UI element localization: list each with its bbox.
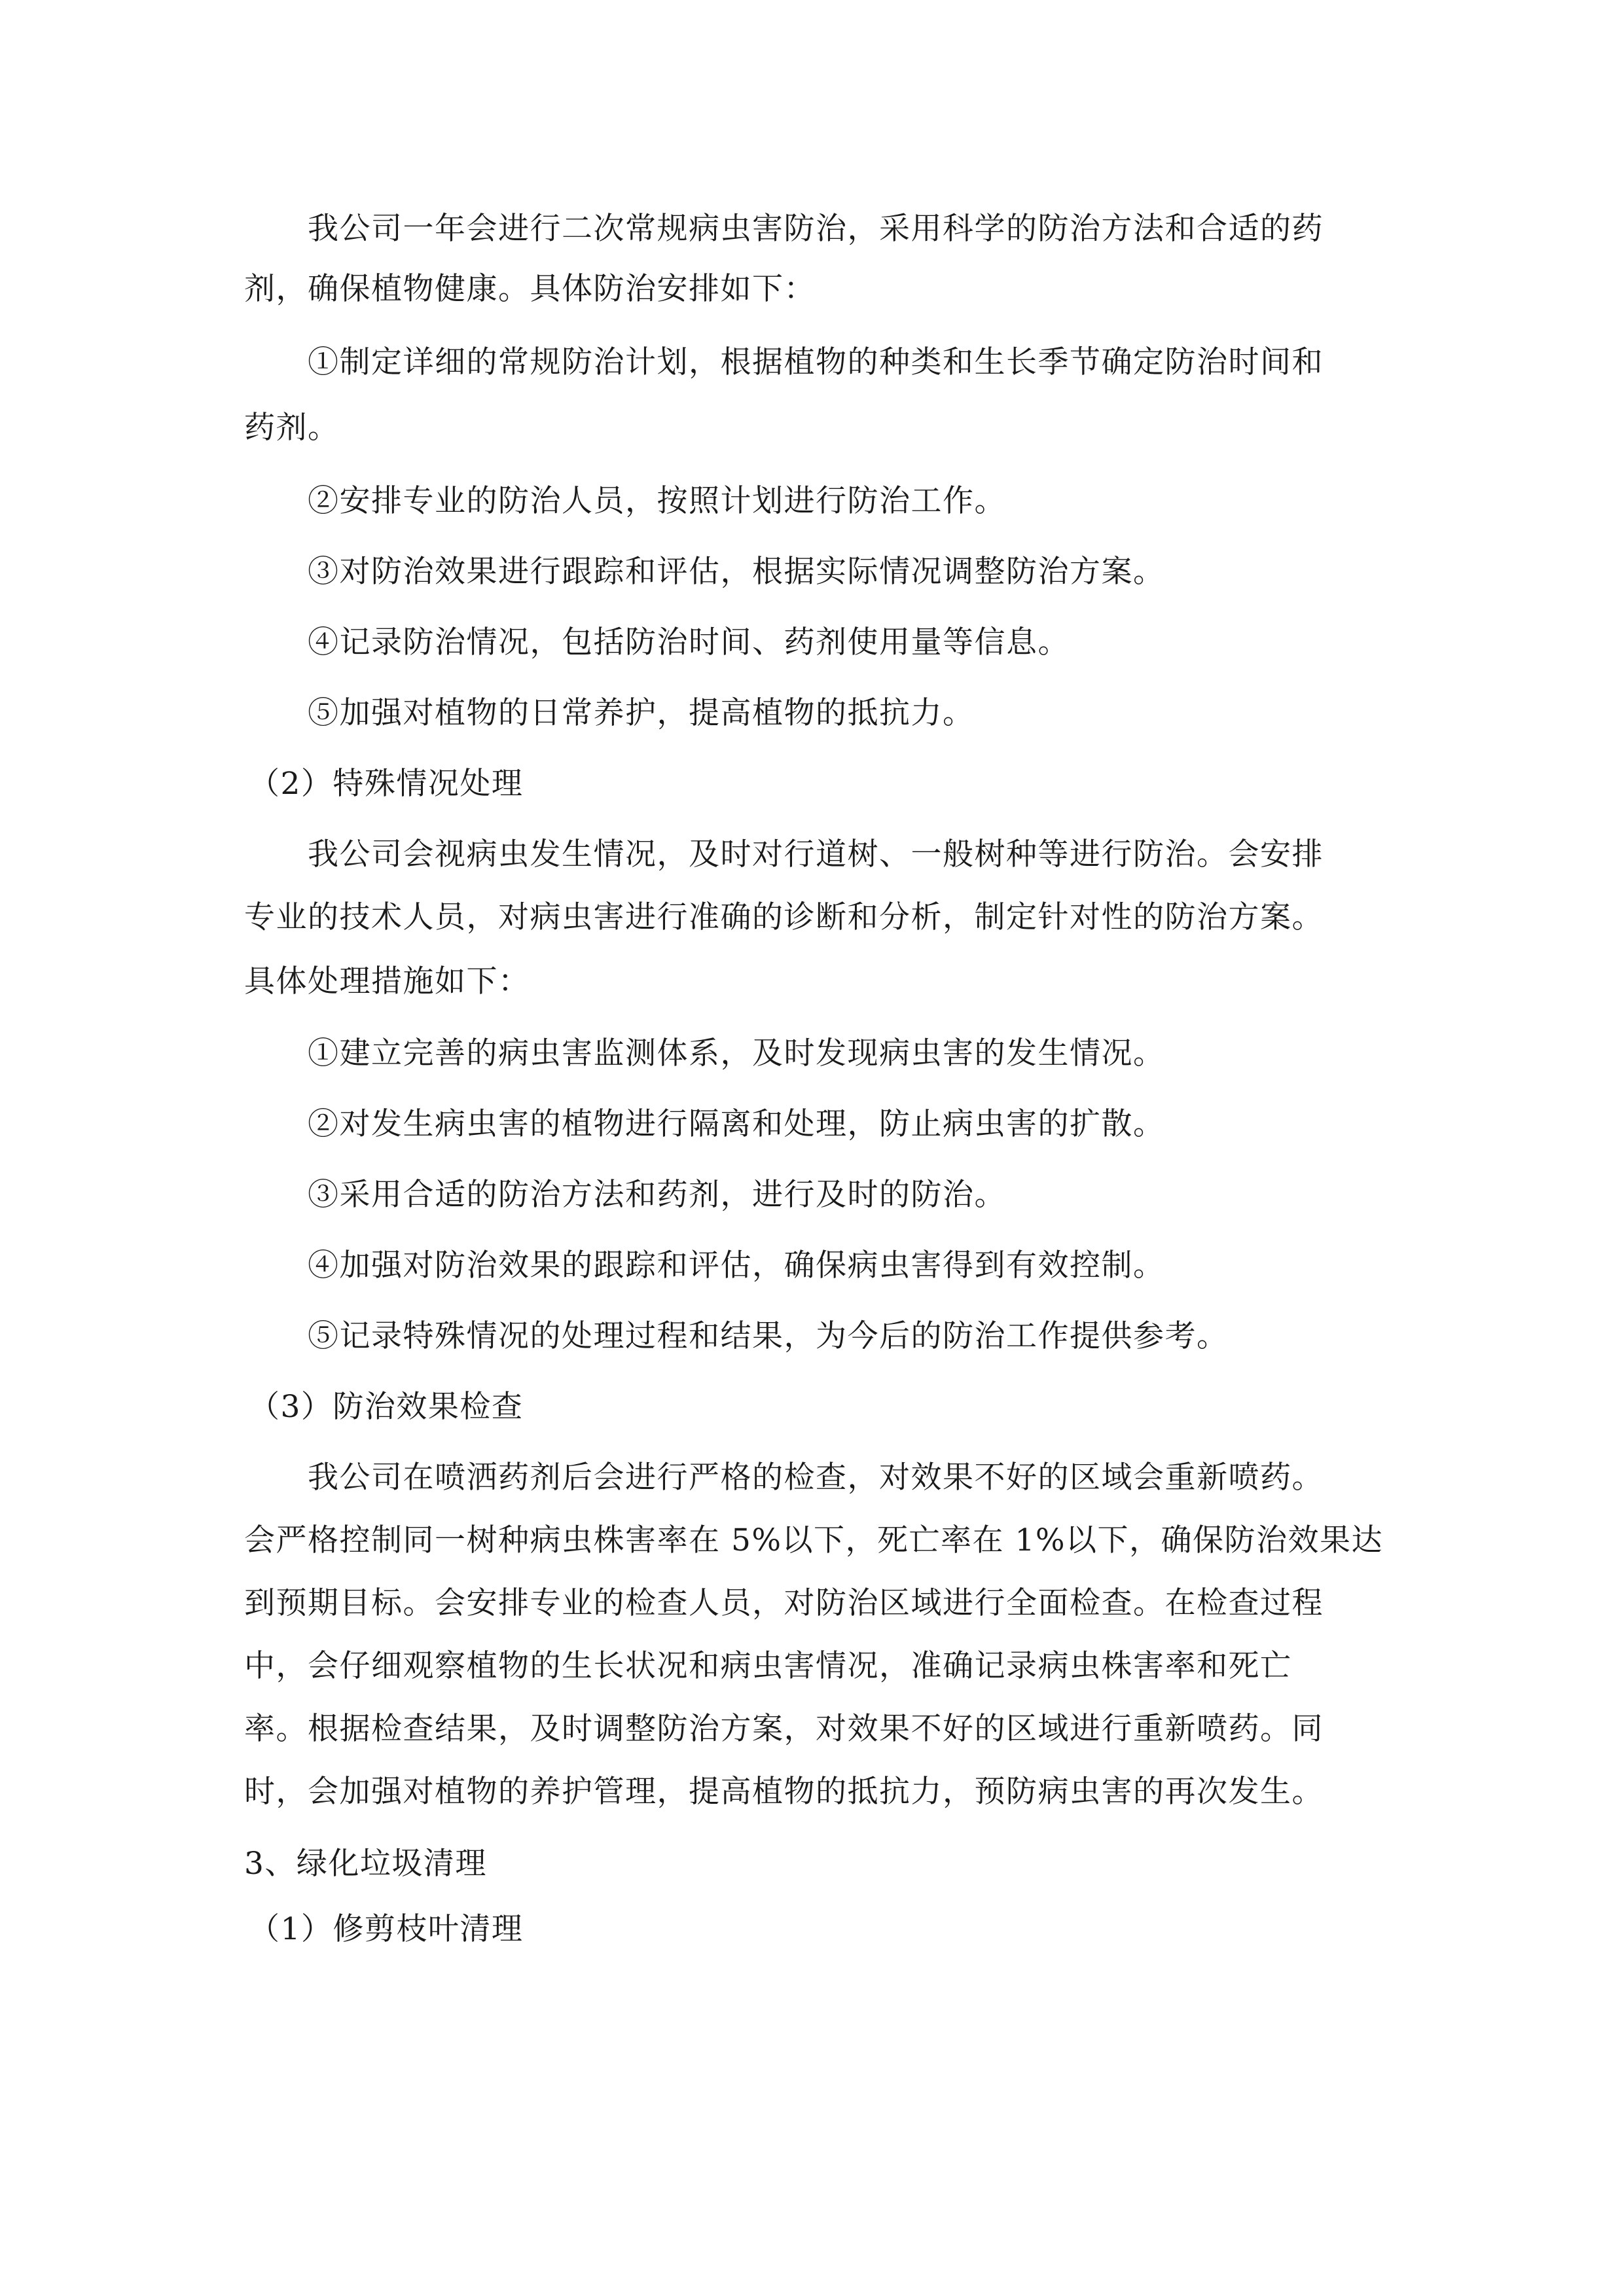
list-item: ③对防治效果进行跟踪和评估，根据实际情况调整防治方案。 [308,554,1165,590]
list-item: ②对发生病虫害的植物进行隔离和处理，防止病虫害的扩散。 [308,1106,1165,1142]
paragraph-line: 药剂。 [244,410,340,446]
list-item: ⑤记录特殊情况的处理过程和结果，为今后的防治工作提供参考。 [308,1318,1229,1354]
paragraph-line: 专业的技术人员，对病虫害进行准确的诊断和分析，制定针对性的防治方案。 [244,899,1324,935]
paragraph-line: 到预期目标。会安排专业的检查人员，对防治区域进行全面检查。在检查过程 [244,1585,1324,1621]
section-heading: 3、绿化垃圾清理 [244,1846,487,1882]
paragraph-line: 剂，确保植物健康。具体防治安排如下： [244,271,816,307]
paragraph-line: 率。根据检查结果，及时调整防治方案，对效果不好的区域进行重新喷药。同 [244,1711,1324,1747]
list-item: ⑤加强对植物的日常养护，提高植物的抵抗力。 [308,695,975,731]
list-item: ①建立完善的病虫害监测体系，及时发现病虫害的发生情况。 [308,1035,1165,1071]
list-item: ③采用合适的防治方法和药剂，进行及时的防治。 [308,1177,1006,1213]
list-item: ②安排专业的防治人员，按照计划进行防治工作。 [308,483,1006,519]
list-item: ①制定详细的常规防治计划，根据植物的种类和生长季节确定防治时间和 [308,344,1324,380]
paragraph-line: 我公司在喷洒药剂后会进行严格的检查，对效果不好的区域会重新喷药。 [308,1460,1324,1496]
section-heading: （1）修剪枝叶清理 [249,1911,524,1947]
paragraph-line: 时，会加强对植物的养护管理，提高植物的抵抗力，预防病虫害的再次发生。 [244,1774,1324,1810]
paragraph-line: 中，会仔细观察植物的生长状况和病虫害情况，准确记录病虫株害率和死亡 [244,1648,1292,1684]
paragraph-line: 我公司会视病虫发生情况，及时对行道树、一般树种等进行防治。会安排 [308,836,1324,872]
paragraph-line: 我公司一年会进行二次常规病虫害防治，采用科学的防治方法和合适的药 [308,211,1324,247]
section-heading: （2）特殊情况处理 [249,766,524,802]
paragraph-line: 会严格控制同一树种病虫株害率在 5%以下，死亡率在 1%以下，确保防治效果达 [244,1522,1384,1558]
paragraph-line: 具体处理措施如下： [244,963,530,999]
list-item: ④加强对防治效果的跟踪和评估，确保病虫害得到有效控制。 [308,1247,1165,1283]
list-item: ④记录防治情况，包括防治时间、药剂使用量等信息。 [308,624,1070,660]
section-heading: （3）防治效果检查 [249,1389,524,1425]
